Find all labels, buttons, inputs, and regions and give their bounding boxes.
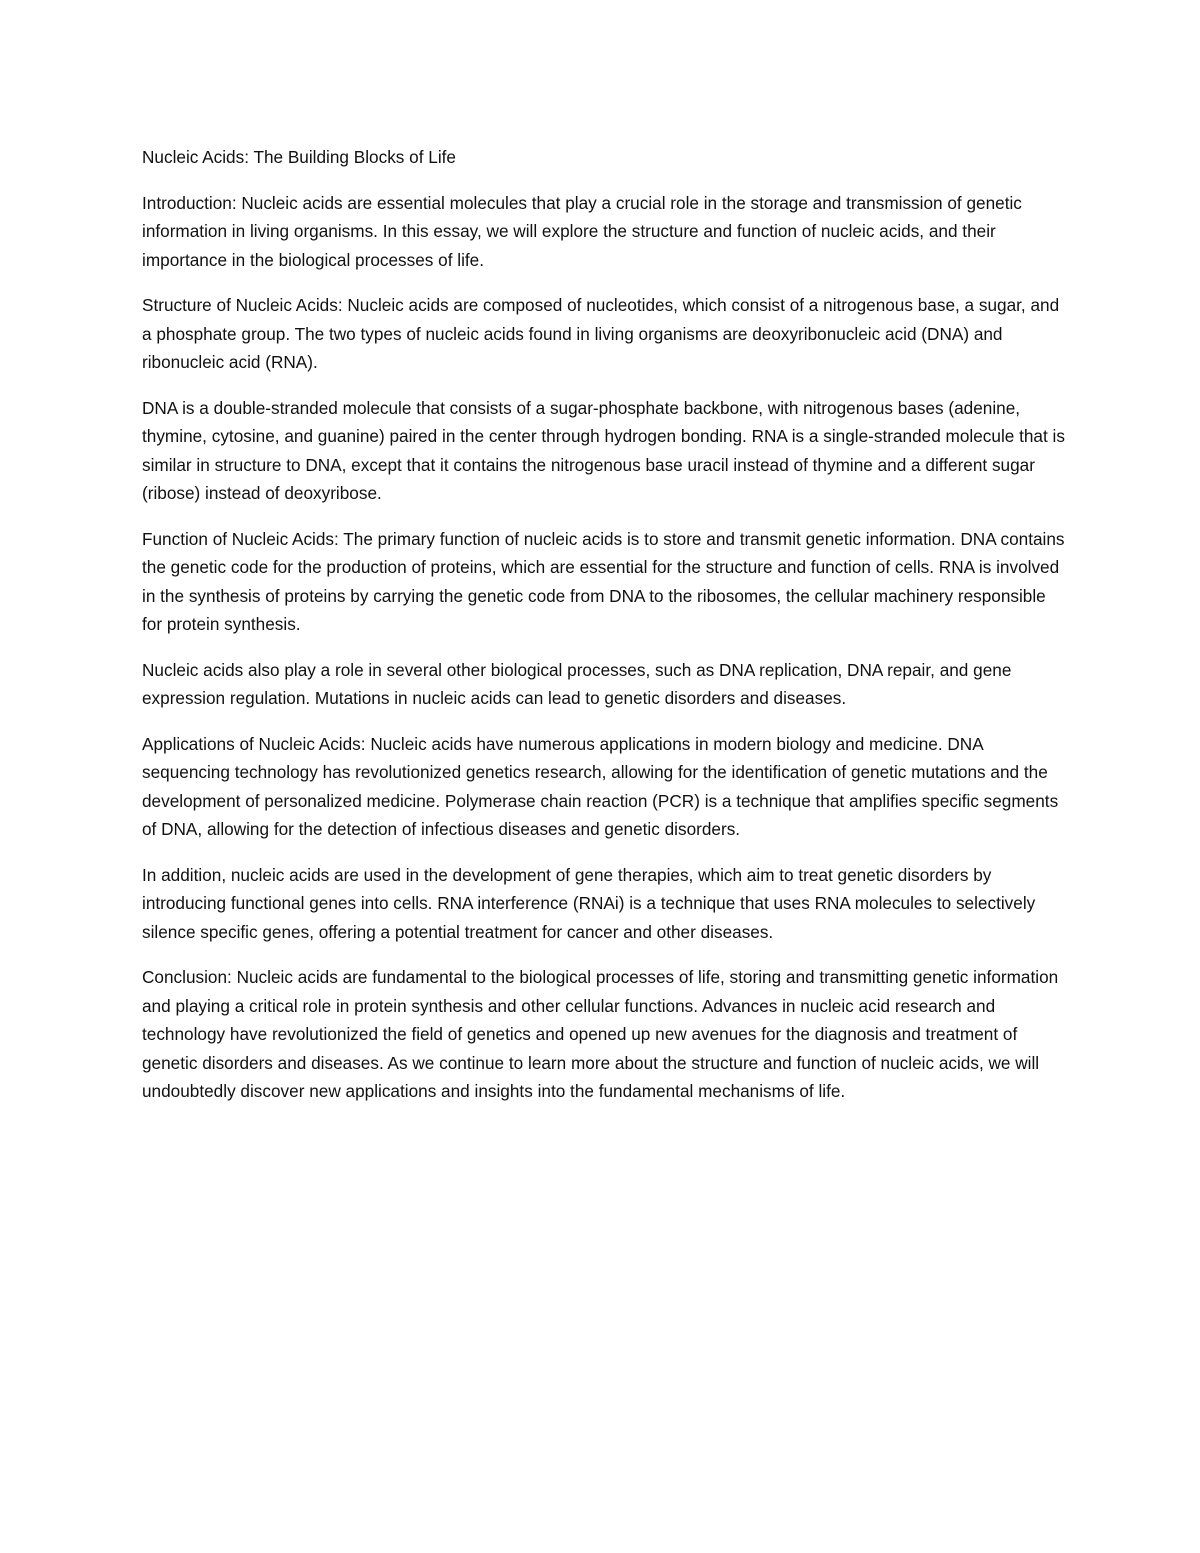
document-title: Nucleic Acids: The Building Blocks of Life — [142, 147, 456, 167]
paragraph-dna-rna: DNA is a double-stranded molecule that consists of a sugar-phosphate backbone, with nitrogenous bases (adenine, thymine, cytosine, and guanine) paired in the center through hydrogen bonding. RNA is a single-stranded molecule that is similar in structure to DNA, except that it contains the nitrogenous base uracil instead of thymine and a different sugar (ribose) instead of deoxyribose. — [142, 397, 1065, 503]
paragraph-conclusion: Conclusion: Nucleic acids are fundamental to the biological processes of life, storing and transmitting genetic information and playing a critical role in protein synthesis and other cellular functions. Advances in nucleic acid research and technology have revolutionized the field of genetics and opened up new avenues for the diagnosis and treatment of genetic disorders and diseases. As we continue to learn more about the structure and function of nucleic acids, we will undoubtedly discover new applications and insights into the fundamental mechanisms of life. — [142, 967, 1059, 1101]
paragraph-structure: Structure of Nucleic Acids: Nucleic acids are composed of nucleotides, which consist of a nitrogenous base, a sugar, and a phosphate group. The two types of nucleic acids found in living organisms are deoxyribonucleic acid (DNA) and ribonucleic acid (RNA). — [142, 295, 1060, 372]
paragraph-gene-therapies: In addition, nucleic acids are used in the development of gene therapies, which aim to treat genetic disorders by introducing functional genes into cells. RNA interference (RNAi) is a technique that uses RNA molecules to selectively silence specific genes, offering a potential treatment for cancer and other diseases. — [142, 864, 1036, 942]
paragraph-function: Function of Nucleic Acids: The primary function of nucleic acids is to store and transmit genetic information. DNA contains the genetic code for the production of proteins, which are essential for the structure and function of cells. RNA is involved in the synthesis of proteins by carrying the genetic code from DNA to the ribosomes, the cellular machinery responsible for protein synthesis. — [142, 528, 1065, 634]
document-body — [142, 143, 1067, 1123]
paragraph-applications: Applications of Nucleic Acids: Nucleic acids have numerous applications in modern biology and medicine. DNA sequencing technology has revolutionized genetics research, allowing for the identification of genetic mutations and the development of personalized medicine. Polymerase chain reaction (PCR) is a technique that amplifies specific segments of DNA, allowing for the detection of infectious diseases and genetic disorders. — [142, 733, 1059, 839]
paragraph-introduction: Introduction: Nucleic acids are essential molecules that play a crucial role in the storage and transmission of genetic information in living organisms. In this essay, we will explore the structure and function of nucleic acids, and their importance in the biological processes of life. — [142, 192, 1022, 270]
paragraph-other-processes: Nucleic acids also play a role in several other biological processes, such as DNA replication, DNA repair, and gene expression regulation. Mutations in nucleic acids can lead to genetic disorders and diseases. — [142, 659, 1012, 708]
